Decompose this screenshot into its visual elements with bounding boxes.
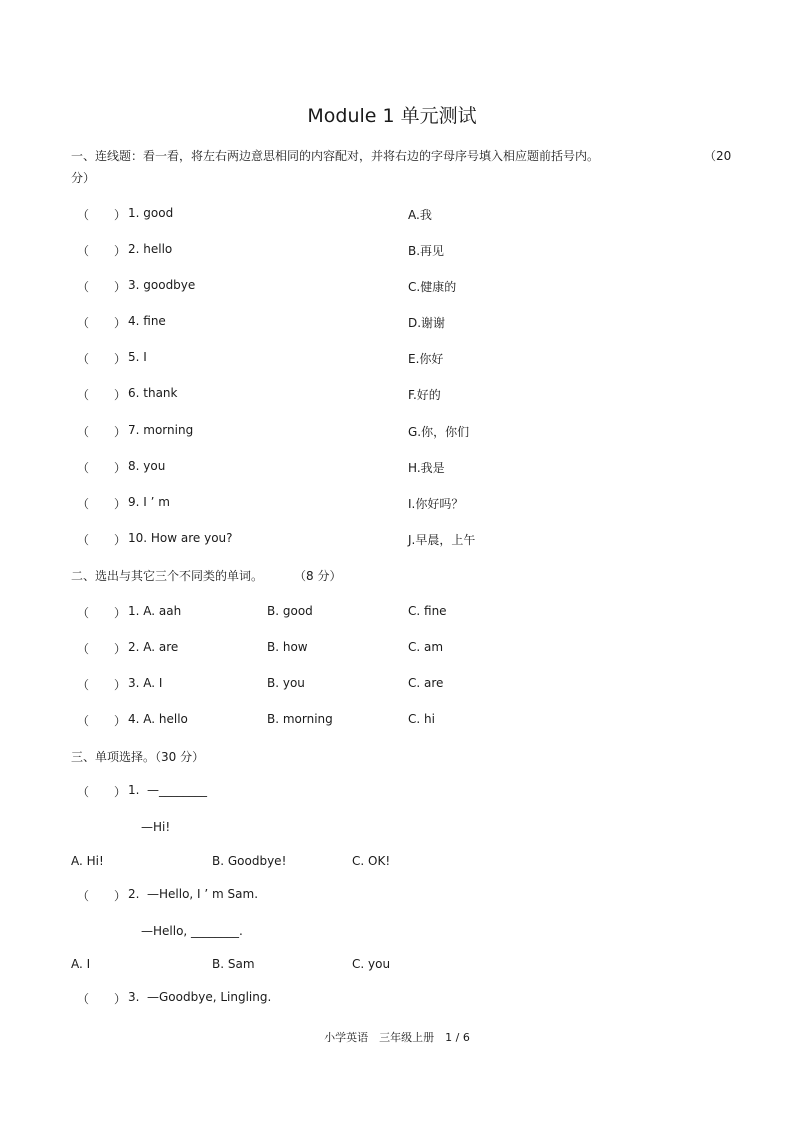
option-a: A. I bbox=[71, 957, 91, 971]
answer-bracket-close: ） bbox=[114, 606, 127, 620]
option-c: C. OK! bbox=[352, 854, 391, 868]
answer-bracket-open: （ bbox=[77, 497, 90, 511]
match-item-right: H.我是 bbox=[408, 461, 445, 475]
match-item-left: 2. hello bbox=[128, 242, 173, 256]
option-a: 4. A. hello bbox=[128, 712, 188, 726]
answer-bracket-close: ） bbox=[114, 642, 127, 656]
dialogue-line: —Hello, I ’ m Sam. bbox=[147, 887, 259, 901]
answer-bracket-open: （ bbox=[77, 352, 90, 366]
match-item-right: E.你好 bbox=[408, 352, 444, 366]
answer-bracket-open: （ bbox=[77, 425, 90, 439]
answer-bracket-open: （ bbox=[77, 208, 90, 222]
option-c: C. are bbox=[408, 676, 444, 690]
page-footer: 小学英语 三年级上册 1 / 6 bbox=[324, 1031, 470, 1044]
dialogue-line: —Goodbye, Lingling. bbox=[147, 990, 272, 1004]
answer-bracket-open: （ bbox=[77, 889, 90, 903]
option-b: B. Goodbye! bbox=[212, 854, 287, 868]
question-number: 1. bbox=[128, 783, 140, 797]
section1-points-open: （20 bbox=[704, 149, 732, 163]
answer-bracket-close: ） bbox=[114, 497, 127, 511]
match-item-right: J.早晨，上午 bbox=[408, 533, 476, 547]
answer-bracket-open: （ bbox=[77, 606, 90, 620]
match-item-left: 10. How are you? bbox=[128, 531, 233, 545]
answer-bracket-close: ） bbox=[114, 461, 127, 475]
section2-heading: 二、选出与其它三个不同类的单词。 bbox=[71, 569, 264, 583]
answer-bracket-close: ） bbox=[114, 714, 127, 728]
match-item-right: F.好的 bbox=[408, 388, 441, 402]
option-a: A. Hi! bbox=[71, 854, 104, 868]
question-number: 2. bbox=[128, 887, 140, 901]
option-b: B. morning bbox=[267, 712, 333, 726]
match-item-left: 6. thank bbox=[128, 386, 178, 400]
answer-bracket-open: （ bbox=[77, 533, 90, 547]
answer-bracket-open: （ bbox=[77, 388, 90, 402]
option-b: B. how bbox=[267, 640, 308, 654]
answer-bracket-open: （ bbox=[77, 316, 90, 330]
match-item-right: D.谢谢 bbox=[408, 316, 446, 330]
dialogue-line: —Hi! bbox=[141, 820, 171, 834]
section1-heading: 一、连线题：看一看，将左右两边意思相同的内容配对，并将右边的字母序号填入相应题前括号内。 bbox=[71, 149, 600, 163]
match-item-left: 1. good bbox=[128, 206, 174, 220]
answer-bracket-close: ） bbox=[114, 316, 127, 330]
match-item-left: 9. I ’ m bbox=[128, 495, 170, 509]
question-number: 3. bbox=[128, 990, 140, 1004]
dialogue-line: —Hello, ________. bbox=[141, 924, 243, 938]
page-title: Module 1 单元测试 bbox=[307, 105, 477, 127]
match-item-right: C.健康的 bbox=[408, 280, 457, 294]
answer-bracket-open: （ bbox=[77, 992, 90, 1006]
answer-bracket-close: ） bbox=[114, 889, 127, 903]
option-c: C. hi bbox=[408, 712, 435, 726]
answer-bracket-open: （ bbox=[77, 244, 90, 258]
match-item-right: A.我 bbox=[408, 208, 432, 222]
option-b: B. good bbox=[267, 604, 313, 618]
answer-bracket-open: （ bbox=[77, 714, 90, 728]
option-b: B. Sam bbox=[212, 957, 255, 971]
option-a: 3. A. I bbox=[128, 676, 163, 690]
match-item-left: 7. morning bbox=[128, 423, 194, 437]
match-item-left: 3. goodbye bbox=[128, 278, 196, 292]
option-a: 2. A. are bbox=[128, 640, 179, 654]
answer-bracket-close: ） bbox=[114, 785, 127, 799]
option-c: C. fine bbox=[408, 604, 447, 618]
answer-bracket-close: ） bbox=[114, 388, 127, 402]
section2-points: （8 分） bbox=[294, 569, 342, 583]
dialogue-line: —________ bbox=[147, 783, 207, 797]
answer-bracket-close: ） bbox=[114, 533, 127, 547]
answer-bracket-open: （ bbox=[77, 642, 90, 656]
match-item-right: G.你，你们 bbox=[408, 425, 470, 439]
section3-heading: 三、单项选择。（30 分） bbox=[71, 750, 205, 764]
answer-bracket-close: ） bbox=[114, 208, 127, 222]
option-a: 1. A. aah bbox=[128, 604, 182, 618]
match-item-right: B.再见 bbox=[408, 244, 445, 258]
answer-bracket-open: （ bbox=[77, 785, 90, 799]
answer-bracket-close: ） bbox=[114, 992, 127, 1006]
answer-bracket-open: （ bbox=[77, 678, 90, 692]
answer-bracket-close: ） bbox=[114, 678, 127, 692]
answer-bracket-open: （ bbox=[77, 280, 90, 294]
answer-bracket-close: ） bbox=[114, 352, 127, 366]
answer-bracket-open: （ bbox=[77, 461, 90, 475]
answer-bracket-close: ） bbox=[114, 244, 127, 258]
match-item-left: 4. fine bbox=[128, 314, 166, 328]
option-c: C. am bbox=[408, 640, 444, 654]
answer-bracket-close: ） bbox=[114, 280, 127, 294]
match-item-left: 5. I bbox=[128, 350, 147, 364]
match-item-left: 8. you bbox=[128, 459, 166, 473]
option-b: B. you bbox=[267, 676, 305, 690]
match-item-right: I.你好吗？ bbox=[408, 497, 464, 511]
section1-points-close: 分） bbox=[71, 171, 96, 185]
option-c: C. you bbox=[352, 957, 391, 971]
answer-bracket-close: ） bbox=[114, 425, 127, 439]
